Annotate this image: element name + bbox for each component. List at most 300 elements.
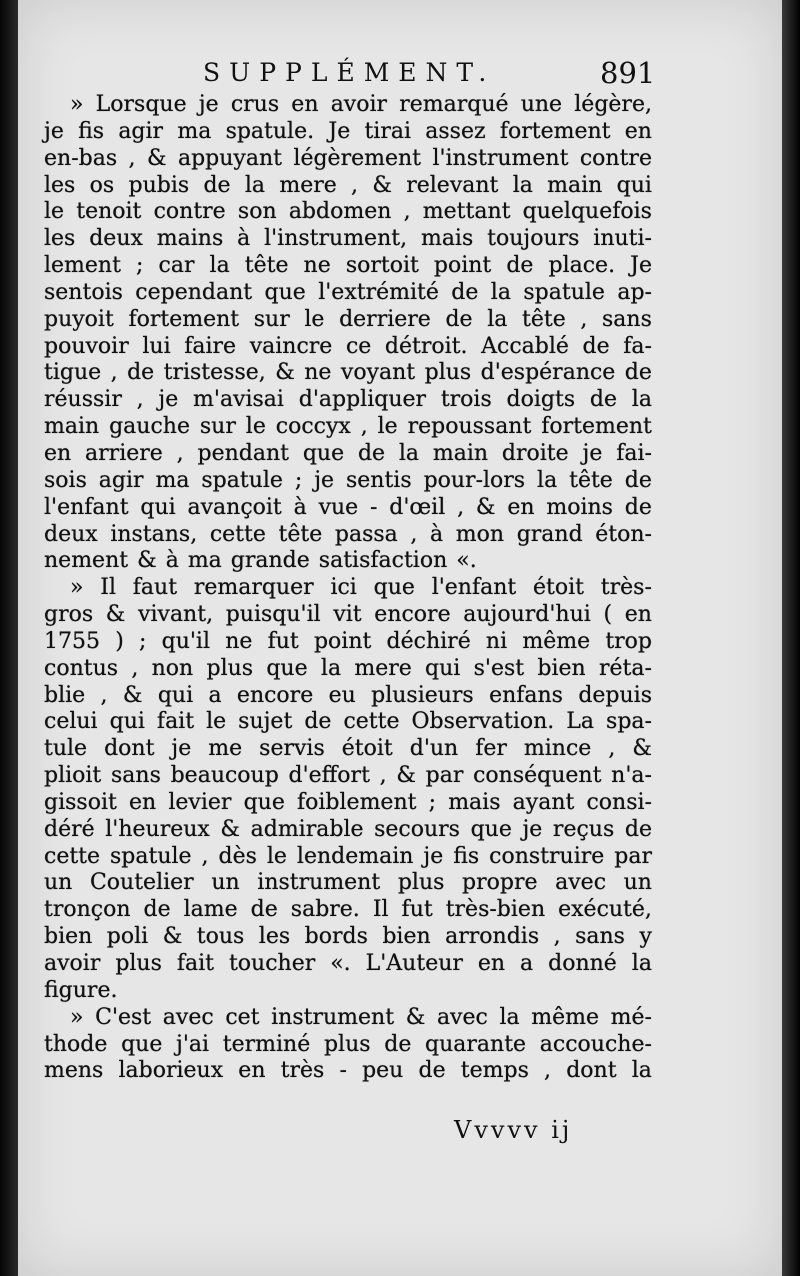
- word: fis: [78, 118, 105, 144]
- page-number: 891: [600, 56, 656, 90]
- word: L'Auteur: [365, 951, 463, 976]
- text-line: [44, 307, 652, 334]
- text-line: [44, 226, 652, 253]
- text-line: [44, 387, 652, 414]
- word: ni: [485, 628, 508, 654]
- word: La: [566, 709, 595, 735]
- word: d'effort: [288, 763, 370, 789]
- word: une: [520, 92, 563, 117]
- word: main: [44, 414, 100, 440]
- word: fut: [267, 628, 299, 654]
- word: conséquent: [473, 763, 602, 789]
- word: eu: [328, 682, 356, 708]
- word: de: [127, 360, 155, 386]
- text-line: [44, 199, 652, 226]
- word: »: [70, 92, 84, 117]
- word: «.: [330, 951, 351, 976]
- word: je: [198, 92, 219, 117]
- word: gros: [44, 602, 94, 628]
- word: ma: [177, 118, 212, 144]
- word: instans,: [110, 521, 198, 547]
- word: tous: [196, 924, 245, 950]
- word: tête: [522, 306, 566, 332]
- word: la: [631, 1058, 652, 1084]
- word: ,: [580, 306, 588, 332]
- word: ,: [608, 736, 616, 762]
- word: mais: [448, 789, 501, 815]
- word: les: [258, 924, 291, 950]
- word: dont: [104, 736, 155, 762]
- text-line: [44, 334, 652, 361]
- text-line: [44, 92, 652, 119]
- word: de: [589, 387, 617, 413]
- word: &: [396, 763, 416, 789]
- word: instrument: [271, 1004, 395, 1030]
- word: encore: [236, 682, 314, 708]
- word: blie: [44, 682, 86, 708]
- word: derriere: [339, 306, 431, 332]
- word: construire: [489, 843, 605, 869]
- word: dès: [218, 843, 257, 869]
- word: plioit: [44, 763, 102, 789]
- word: Il: [372, 897, 389, 923]
- word: l'heureux: [105, 816, 210, 842]
- word: en: [624, 118, 652, 144]
- word: je: [171, 736, 192, 762]
- word: plusieurs: [371, 682, 474, 708]
- body-text: [44, 92, 652, 1085]
- word: spatule.: [225, 118, 315, 144]
- word: voyant: [340, 360, 416, 386]
- word: puyoit: [44, 306, 114, 332]
- word: plus: [424, 360, 472, 386]
- word: main: [547, 172, 603, 198]
- word: toucher: [228, 951, 316, 976]
- word: abdomen: [288, 199, 392, 225]
- word: ma: [155, 467, 190, 493]
- word: bien: [44, 924, 93, 950]
- word: de: [624, 816, 652, 842]
- word: trois: [440, 387, 492, 413]
- text-line: [44, 978, 652, 1005]
- word: sur: [199, 414, 236, 440]
- word: à: [430, 521, 444, 547]
- word: me: [208, 736, 243, 762]
- word: en: [477, 951, 506, 976]
- text-line: [44, 360, 652, 387]
- word: la: [537, 467, 558, 493]
- word: deux: [44, 521, 98, 547]
- word: sur: [253, 306, 290, 332]
- word: plus: [323, 1031, 371, 1057]
- word: celui: [44, 709, 98, 735]
- word: n'a-: [611, 763, 652, 789]
- word: temps: [460, 1058, 529, 1084]
- word: instrument: [257, 870, 381, 896]
- word: deux: [89, 226, 143, 252]
- word: ,: [553, 924, 561, 950]
- word: je: [423, 843, 444, 869]
- word: fai-: [616, 440, 652, 466]
- word: en: [44, 440, 72, 466]
- text-line: [44, 870, 652, 897]
- word: moins: [546, 494, 613, 520]
- word: fait: [176, 951, 214, 976]
- word: (: [603, 602, 613, 628]
- word: secours: [374, 816, 460, 842]
- word: de: [357, 440, 386, 466]
- text-line: [44, 468, 652, 495]
- word: fut: [401, 897, 433, 923]
- text-line: [44, 656, 652, 683]
- text-line: [44, 736, 652, 763]
- word: cette: [343, 709, 400, 735]
- word: détroit.: [384, 333, 468, 359]
- word: l'extrémité: [318, 279, 439, 305]
- word: la: [512, 172, 533, 198]
- word: qui: [425, 655, 461, 681]
- page-header: [18, 56, 782, 96]
- word: à: [237, 226, 251, 252]
- text-line: [44, 924, 652, 951]
- word: mé-: [610, 1004, 652, 1030]
- word: toujours: [487, 226, 580, 252]
- word: Coutelier: [89, 870, 194, 896]
- word: d'appliquer: [298, 387, 427, 413]
- word: la: [487, 306, 508, 332]
- word: ap-: [617, 279, 652, 305]
- word: fortement: [499, 118, 611, 144]
- word: l'instrument,: [264, 226, 408, 252]
- text-line: [44, 1005, 652, 1032]
- word: admirable: [250, 816, 364, 842]
- word: Je: [630, 253, 652, 279]
- text-line: [44, 575, 652, 602]
- text-line: [44, 253, 652, 280]
- word: Je: [328, 118, 351, 144]
- word: que: [470, 816, 512, 842]
- word: en: [128, 789, 157, 815]
- word: vue: [318, 494, 359, 520]
- word: déré: [44, 816, 95, 842]
- word: appuyant: [177, 145, 282, 171]
- word: lendemain: [296, 843, 414, 869]
- word: sujet: [238, 709, 293, 735]
- word: de: [506, 253, 534, 279]
- word: par: [614, 843, 652, 869]
- word: à: [293, 494, 307, 520]
- word: la: [499, 1004, 520, 1030]
- word: consi-: [586, 789, 652, 815]
- word: trop: [605, 628, 652, 654]
- word: la: [244, 172, 266, 198]
- word: enfans: [489, 682, 563, 708]
- word: le: [206, 709, 227, 735]
- word: de: [582, 333, 610, 359]
- word: spatule: [201, 467, 283, 493]
- word: Observation.: [411, 709, 555, 735]
- word: 1755: [44, 628, 100, 654]
- word: sans: [111, 763, 161, 789]
- word: ;: [428, 789, 437, 815]
- word: cette: [44, 843, 101, 869]
- word: arrondis: [445, 924, 540, 950]
- word: la: [209, 253, 230, 279]
- text-line: [44, 414, 652, 441]
- word: le: [44, 199, 65, 225]
- word: puisqu'il: [225, 602, 321, 628]
- word: satisfaction: [318, 548, 448, 574]
- word: de: [143, 897, 171, 923]
- word: Lorsque: [95, 92, 187, 117]
- word: sortoit: [345, 253, 419, 279]
- word: tirai: [364, 118, 412, 144]
- word: lame: [183, 897, 238, 923]
- word: je: [582, 440, 603, 466]
- word: aujourd'hui: [463, 602, 591, 628]
- word: d'espérance: [480, 360, 616, 386]
- text-line: [44, 763, 652, 790]
- word: ;: [294, 467, 303, 493]
- word: tristesse,: [163, 360, 266, 386]
- word: -: [339, 1058, 347, 1084]
- word: agir: [118, 118, 164, 144]
- word: sentis: [345, 467, 412, 493]
- word: que: [302, 440, 345, 466]
- word: de: [624, 360, 652, 386]
- word: ,: [457, 494, 465, 520]
- text-line: [44, 951, 652, 978]
- text-line: [44, 548, 652, 575]
- word: ,: [176, 440, 184, 466]
- word: je: [522, 816, 543, 842]
- word: avec: [555, 870, 607, 896]
- word: foiblement: [297, 789, 417, 815]
- word: le: [304, 306, 325, 332]
- text-line: [44, 683, 652, 710]
- word: ici: [330, 575, 357, 601]
- word: un: [211, 870, 240, 896]
- word: main: [432, 440, 489, 466]
- word: droite: [501, 440, 569, 466]
- word: dont: [566, 1058, 617, 1084]
- word: &: [632, 736, 652, 762]
- word: l'enfant: [44, 494, 129, 520]
- word: en-bas: [44, 145, 118, 171]
- word: terminé: [222, 1031, 311, 1057]
- text-line: [44, 441, 652, 468]
- word: remarquer: [193, 575, 314, 601]
- book-gutter-shadow: [0, 0, 18, 1276]
- word: beaucoup: [170, 763, 279, 789]
- word: de: [451, 279, 479, 305]
- text-line: [44, 602, 652, 629]
- word: faut: [132, 575, 178, 601]
- word: de: [624, 467, 652, 493]
- word: sans: [575, 924, 625, 950]
- word: éton-: [595, 521, 652, 547]
- book-page: [18, 0, 782, 1276]
- word: la: [631, 387, 652, 413]
- word: repoussant: [407, 414, 532, 440]
- word: nement: [44, 548, 129, 574]
- word: ce: [345, 333, 372, 359]
- word: bien: [382, 924, 431, 950]
- word: point: [313, 628, 372, 654]
- word: assez: [425, 118, 486, 144]
- word: &: [275, 360, 295, 386]
- word: y: [639, 924, 652, 950]
- word: coccyx: [275, 414, 351, 440]
- text-line: [44, 709, 652, 736]
- word: &: [146, 145, 167, 171]
- word: très: [280, 1058, 325, 1084]
- word: réussir: [44, 387, 122, 413]
- word: fer: [475, 736, 507, 762]
- word: qui: [140, 494, 176, 520]
- word: »: [70, 575, 84, 601]
- word: les: [44, 226, 76, 252]
- word: peu: [362, 1058, 404, 1084]
- word: ne: [225, 628, 253, 654]
- word: que: [264, 279, 306, 305]
- word: mettant: [422, 199, 511, 225]
- word: spatule: [110, 843, 192, 869]
- word: son: [237, 199, 277, 225]
- word: de: [203, 172, 231, 198]
- word: qui: [109, 709, 145, 735]
- word: de: [384, 1031, 412, 1057]
- word: la: [631, 951, 652, 976]
- word: poli: [106, 924, 149, 950]
- word: vivant,: [138, 602, 214, 628]
- running-head: SUPPLÉMENT.: [203, 58, 496, 87]
- word: l'instrument: [432, 145, 569, 171]
- word: ): [115, 628, 124, 654]
- word: m'avisai: [193, 387, 284, 413]
- word: réta-: [599, 655, 652, 681]
- word: donné: [548, 951, 617, 976]
- word: depuis: [578, 682, 652, 708]
- word: ,: [110, 360, 118, 386]
- word: plus: [115, 951, 162, 976]
- word: &: [475, 494, 496, 520]
- word: inuti-: [593, 226, 652, 252]
- word: ayant: [512, 789, 575, 815]
- word: C'est: [95, 1004, 152, 1030]
- word: agir: [98, 467, 144, 493]
- word: bords: [304, 924, 368, 950]
- word: place.: [548, 253, 616, 279]
- word: j'ai: [176, 1031, 210, 1057]
- word: ,: [360, 414, 368, 440]
- word: ,: [544, 1058, 552, 1084]
- word: le: [245, 414, 266, 440]
- word: ne: [304, 360, 332, 386]
- word: de: [250, 897, 278, 923]
- word: l'enfant: [431, 575, 517, 601]
- word: bien: [537, 655, 586, 681]
- word: lement: [44, 253, 121, 279]
- word: la: [398, 440, 420, 466]
- word: je: [44, 118, 64, 144]
- word: que: [243, 789, 285, 815]
- text-line: [44, 897, 652, 924]
- word: de: [445, 306, 473, 332]
- text-line: [44, 522, 652, 549]
- word: cet: [225, 1004, 260, 1030]
- word: en: [624, 602, 652, 628]
- word: que: [373, 575, 415, 601]
- word: tête: [569, 467, 613, 493]
- word: sois: [44, 467, 87, 493]
- word: avoir: [330, 92, 388, 117]
- word: contre: [153, 199, 226, 225]
- word: accouche-: [539, 1031, 652, 1057]
- word: sans: [602, 306, 652, 332]
- word: je: [158, 387, 179, 413]
- word: d'un: [409, 736, 459, 762]
- word: &: [105, 602, 126, 628]
- word: a: [520, 951, 534, 976]
- word: fortement: [128, 306, 240, 332]
- signature-mark: Vvvvv ij: [454, 1116, 573, 1144]
- word: vit: [333, 602, 362, 628]
- word: déchiré: [386, 628, 471, 654]
- word: ,: [379, 763, 387, 789]
- word: car: [158, 253, 195, 279]
- word: gissoit: [44, 789, 117, 815]
- word: fa-: [623, 333, 652, 359]
- word: crus: [230, 92, 280, 117]
- word: doigts: [506, 387, 576, 413]
- word: la: [490, 279, 511, 305]
- text-line: [44, 280, 652, 307]
- word: de: [624, 494, 652, 520]
- word: tigue: [44, 360, 102, 386]
- word: même: [531, 1004, 600, 1030]
- word: pour-lors: [423, 467, 526, 493]
- word: pubis: [128, 172, 190, 198]
- word: très-: [600, 575, 652, 601]
- word: cette: [209, 521, 266, 547]
- word: les: [44, 172, 76, 198]
- word: laborieux: [118, 1058, 224, 1084]
- text-line: [44, 1032, 652, 1059]
- word: ,: [410, 521, 418, 547]
- word: spatule: [523, 279, 605, 305]
- text-line: [44, 495, 652, 522]
- word: un: [623, 870, 652, 896]
- word: tule: [44, 736, 88, 762]
- word: point: [433, 253, 492, 279]
- word: »: [70, 1004, 84, 1030]
- word: &: [122, 682, 143, 708]
- word: avoir: [44, 951, 101, 976]
- text-line: [44, 817, 652, 844]
- word: vaincre: [249, 333, 333, 359]
- word: mon: [455, 521, 505, 547]
- word: plus: [206, 655, 254, 681]
- word: tronçon: [44, 897, 131, 923]
- word: fait: [156, 709, 195, 735]
- word: s'est: [473, 655, 525, 681]
- word: mais: [420, 226, 474, 252]
- word: arriere: [85, 440, 163, 466]
- word: quelquefois: [522, 199, 652, 225]
- word: passa: [334, 521, 398, 547]
- word: thode: [44, 1031, 108, 1057]
